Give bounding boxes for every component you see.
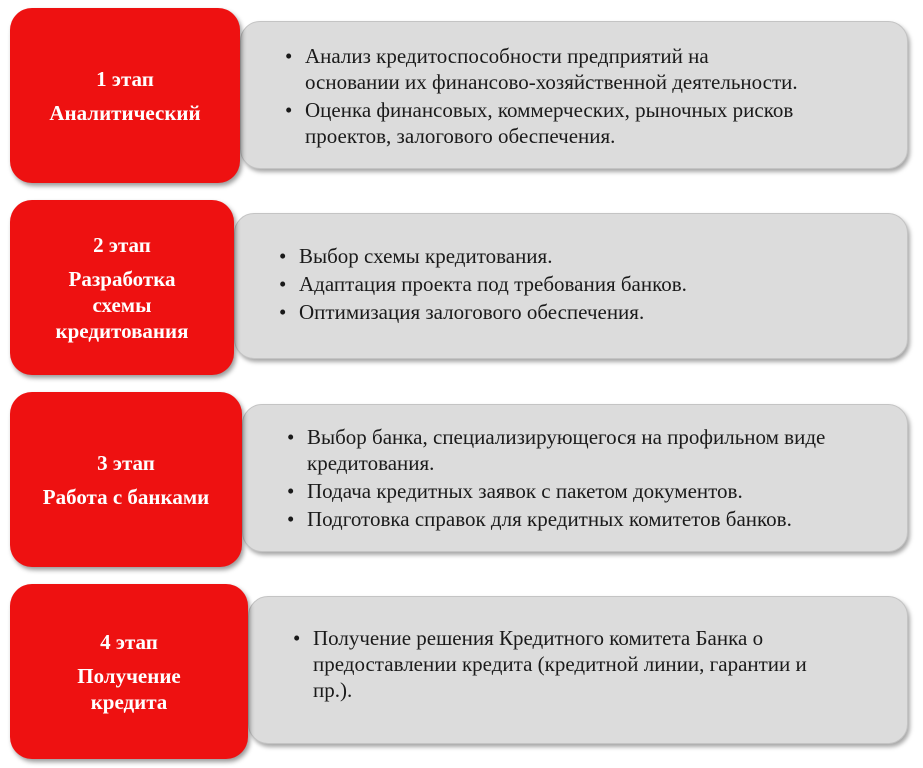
stage-3-number: 3 этап bbox=[97, 450, 155, 475]
stage-1-tile bbox=[10, 8, 240, 183]
stage-2-details-list bbox=[277, 243, 877, 327]
stage-3-title: Работа с банками bbox=[42, 484, 210, 509]
stage-1-details-panel bbox=[240, 21, 908, 169]
stage-4-detail-1: • Получение решения Кредитного комитета Банка о предоставлении кредита (кредитной линии, гарантии и пр.). bbox=[291, 625, 851, 703]
stage-2-detail-2: • Адаптация проекта под требования банков. bbox=[277, 271, 877, 297]
stage-2-detail-3: • Оптимизация залогового обеспечения. bbox=[277, 299, 877, 325]
stage-2-details-panel bbox=[234, 213, 908, 359]
stage-3-details-panel bbox=[242, 404, 908, 552]
stage-4-details-panel bbox=[248, 596, 908, 744]
stage-3-details-list bbox=[285, 424, 835, 534]
stage-4-title: Получение кредита bbox=[77, 663, 181, 714]
stage-3-detail-3: • Подготовка справок для кредитных комитетов банков. bbox=[285, 506, 835, 532]
stage-1-detail-1: • Анализ кредитоспособности предприятий на основании их финансово-хозяйственной деятельности. bbox=[283, 43, 798, 95]
stage-3-tile bbox=[10, 392, 242, 567]
stage-2-detail-1: • Выбор схемы кредитования. bbox=[277, 243, 877, 269]
stage-3-detail-2: • Подача кредитных заявок с пакетом документов. bbox=[285, 478, 835, 504]
stage-2-title: Разработка схемы кредитования bbox=[55, 266, 189, 343]
stage-1-details-list bbox=[283, 43, 798, 151]
stage-4-details-list bbox=[291, 625, 851, 705]
stage-3-detail-1: • Выбор банка, специализирующегося на профильном виде кредитования. bbox=[285, 424, 835, 476]
stage-2-number: 2 этап bbox=[93, 232, 151, 257]
stage-1-number: 1 этап bbox=[96, 66, 154, 91]
stage-1-detail-2: • Оценка финансовых, коммерческих, рыночных рисков проектов, залогового обеспечения. bbox=[283, 97, 798, 149]
stage-2-tile bbox=[10, 200, 234, 375]
stage-1-title: Аналитический bbox=[49, 100, 201, 125]
stage-4-number: 4 этап bbox=[100, 629, 158, 654]
stage-4-tile bbox=[10, 584, 248, 759]
